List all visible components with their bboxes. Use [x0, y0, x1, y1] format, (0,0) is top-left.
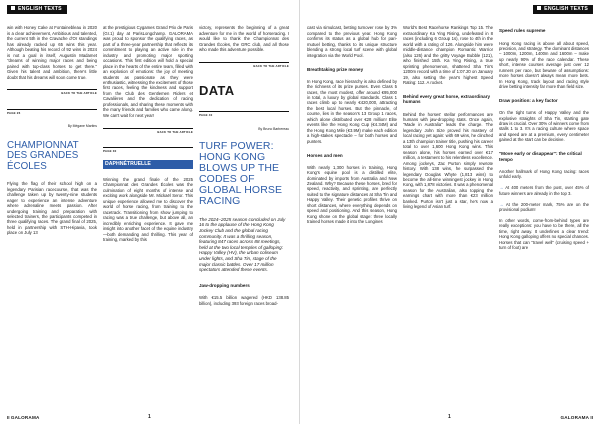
page-bar-icon: II [589, 415, 593, 420]
page-number: 1 [448, 414, 451, 420]
byline: By Mégane Martins [67, 124, 97, 129]
byline: By Bruno Barbereau [258, 126, 289, 131]
article-paragraph: World's Best Racehorse Rankings Top 15. The extraordinary Ka Ying Rising, undefeated in 8 races (including 6 Group 1s), rose to 4th in the world with a rating of 126. Alongside him were middle-distance champion Romantic Warrior (also 126) and the gritty Voyage Bubble (121), who finished 15th. Ka Ying Rising, a true sprinting phenomenon, shattered Sha Tin's 1200m record with a time of 1:07.20 on January 19, also setting the year's highest Speed Rating: 112. A rocket. [403, 25, 493, 85]
left-col-2 [103, 20, 193, 248]
article-paragraph: Behind the horses' stellar performances are humans with jaw-dropping stats. Once again, "Made in Australia" leads the charge. The legendary John Size proved his mastery of local racing yet again: with 69 wins, he clinched a 13th champion trainer title, pushing his career total to over 1,600 Hong Kong wins. This season alone, his horses earned over €17 million, a testament to his relentless excellence. Among jockeys, Zac Purton simply rewrote history. With 138 wins, he surpassed the legendary Douglas Whyte (1,813 wins) to become the all-time winningest jockey in Hong Kong, with 1,878 victories. It was a phenomenal season for the Australian, also topping the earnings chart with more than €23 million banked. Purton isn't just a star, he's now a living legend of Asian turf. [403, 111, 493, 210]
article-paragraph: at the prestigious Cygames Grand Prix de Paris (Gr.1) day at ParisLongchamp. GALORAMA was proud to sponsor the qualifying races, as part of a three-year partnership that reflects its commitment to playing an active role in the industry and promoting major sporting occasions. This first edition will hold a special place in the hearts of the entire team, filled with an explosion of emotions: the joy of meeting students as passionate as they were enthusiastic, witnessing the excitement of those first races, feeling the kindness and support from the Club des Gentlemen Riders et Cavalières and the dedication of racing professionals, and sharing these moments with the many friends and families who came along. We can't wait for next year! [103, 25, 193, 118]
page-reference: PAGE 30 [103, 147, 193, 154]
article-paragraph: With nearly 1,300 horses in training, Hong Kong's equine pool is a distilled elite, dominated by imports from Australia and New Zealand. Why? Because these horses, bred for speed, reactivity, and sprinting, are perfectly suited to the signature distances at Sha Tin and Happy Valley. Their genetic profiles thrive on short distances, where everything depends on speed and positioning. And this season, Hong Kong shone on the global stage: three locally trained horses made it into the Longines [307, 164, 397, 225]
back-to-article-link[interactable]: BACK TO THE ARTICLE [103, 128, 193, 135]
right-col-3 [499, 20, 589, 256]
magazine-logo: GALORAMA [10, 415, 40, 420]
left-col-3 [199, 20, 289, 312]
right-col-2 [403, 20, 493, 215]
subheading: Breathtaking prize money [307, 66, 364, 72]
article-paragraph: Another hallmark of Hong Kong racing: races unfold early. [499, 168, 589, 180]
article-title: CHAMPIONNAT DES GRANDES ÉCOLES [7, 140, 79, 172]
right-page [300, 0, 600, 424]
back-to-article-link[interactable]: BACK TO THE ARTICLE [7, 89, 97, 96]
magazine-logo: GALORAMA [560, 415, 590, 420]
footer [7, 415, 40, 420]
bullet-item: → At the 200-meter mark, 75% are on the provisional podium! [499, 201, 589, 213]
article-paragraph: cast via simulcast, betting turnover rose by 3% compared to the previous year. Hong Kong confirms its status as a global hub for pari-mutuel betting, thanks to its unique structure blending a strong local turf scene with global integration via the World Pool. [307, 25, 397, 58]
subheading: "Move early or disappear": the critical tempo [499, 151, 582, 162]
arrow-icon: → [499, 201, 506, 207]
article-title: TURF POWER: HONG KONG BLOWS UP THE CODES OF GLOBAL HORSE RACING [199, 140, 283, 208]
back-to-article-link[interactable]: BACK TO THE ARTICLE [199, 62, 289, 69]
subheading: Draw position: a key factor [499, 98, 558, 104]
article-paragraph: In other words, come-from-behind types are really exceptions: you have to be there, all the time, right away. It underlines a clear trend: Hong Kong galloping offers no special chances. Horses that can "travel well" (cruising speed + turn of foot) are [499, 217, 589, 251]
square-icon [11, 6, 15, 10]
subheading: Speed rules supreme [499, 28, 546, 34]
page-reference: PAGE 26 [7, 109, 97, 116]
square-icon [537, 6, 541, 10]
article-paragraph: Flying the flag of their school high on a legendary Parisian racecourse, that was the challenge taken up by twenty-nine students eager to experience an intense adventure where adrenaline meets passion. After undergoing training and preparation with selected trainers, the participants competed in three qualifying races. The grand final of 2025, held in partnership with STH-Hipavia, took place on July 13 [7, 181, 97, 236]
footer [561, 415, 594, 420]
article-title-bar: DAPHNÉTRUELLE [103, 160, 193, 169]
section-heading: DATA [199, 82, 235, 98]
article-paragraph: victory, represents the beginning of a great adventure for me in the world of horseracing. I would like to thank the Championnat des Grandes Écoles, the GRC club, and all those who made this adventure possible. [199, 25, 289, 53]
right-col-1 [307, 20, 397, 230]
article-paragraph: Winning the grand finale of the 2025 Championnat des Grandes Écoles was the culmination of eight months of intense and exciting work alongside Mr. Mickaël Seror. This unique experience allowed me to discover the world of horse racing, from training to the racetrack. Transitioning from show jumping to racing was a true challenge, but above all, an incredibly enriching experience. It gave me insight into another facet of the equine industry—both demanding and thrilling. This year of training, marked by this [103, 176, 193, 242]
subheading: Behind every great horse, extraordinary humans [403, 93, 491, 105]
subheading: Jaw-dropping numbers [199, 283, 250, 289]
bullet-item: → At 400 meters from the post, over 45% of future winners are already in the top 3. [499, 185, 589, 196]
section-tag: ENGLISH TEXTS [533, 5, 593, 14]
page-number: 1 [148, 414, 151, 420]
page-reference: PAGE 40 [199, 111, 289, 118]
article-paragraph: Hong Kong racing is above all about speed, precision, and strategy. The dominant distances – 1000m, 1200m, 1400m and 1600m – make up nearly 90% of the race calendar. These short, intense courses average just over 12 runners per race, but beware of assumptions: more horses doesn't always mean more bets. In Hong Kong, track layout and racing style drive betting intensity far more than field size. [499, 40, 589, 90]
section-tag: ENGLISH TEXTS [7, 5, 67, 14]
article-paragraph: win with Honey Cake at Fontainebleau in 2020 is a clear achievement, Ambitious and talented, the current 5th in the Cravache d'Or standings has already racked up 65 wins this year. Although beating his record of 92 wins in 2024 is not a goal in itself, Augustin Madamet "dreams of winning major races and being paired with top-class horses to get there." Given his talent and ambition, there's little doubt that his dreams will soon come true. [7, 25, 97, 80]
article-paragraph: With €15.5 billion wagered (HKD 138.85 billion), including 393 foreign races broad- [199, 295, 289, 306]
left-col-1 [7, 20, 97, 241]
article-paragraph: In Hong Kong, race hierarchy is also defined by the richness of its prize purses. Even Class 5 races, the most modest, offer around €95,000 in total, a luxury by global standards. Class 1 races climb up to nearly €420,000, attracting the best local horses. But the pinnacle, of course, lies in the season's 13 Group 1 races, which alone distributed over €28 million! Elite events like the Hong Kong Cup (€4.34M) and the Hong Kong Mile (€3.9M) make each edition a high-stakes spectacle – for both horses and punters. [307, 78, 397, 144]
article-paragraph: On the tight turns of Happy Valley and the explosive straights of Sha Tin, starting gate draw is crucial. Over 30% of winners come from stalls 1 to 3. It's a racing culture where space and speed are at a premium, every centimeter gained at the start can be decisive. [499, 110, 589, 143]
page-bar-icon: II [7, 415, 11, 420]
subheading: Horses and men [307, 152, 343, 158]
arrow-icon: → [499, 185, 506, 191]
article-lede: The 2024–2025 season concluded on July 16 to the applause of the Hong Kong Jockey Club and the global racing community. It was a thrilling season, featuring 847 races across 88 meetings, held at the two local temples of galloping: Happy Valley (HV), the urban coliseum under lights, and Sha Tin, stage of the major classic battles. Over 17 million spectators attended these events. [199, 216, 286, 273]
